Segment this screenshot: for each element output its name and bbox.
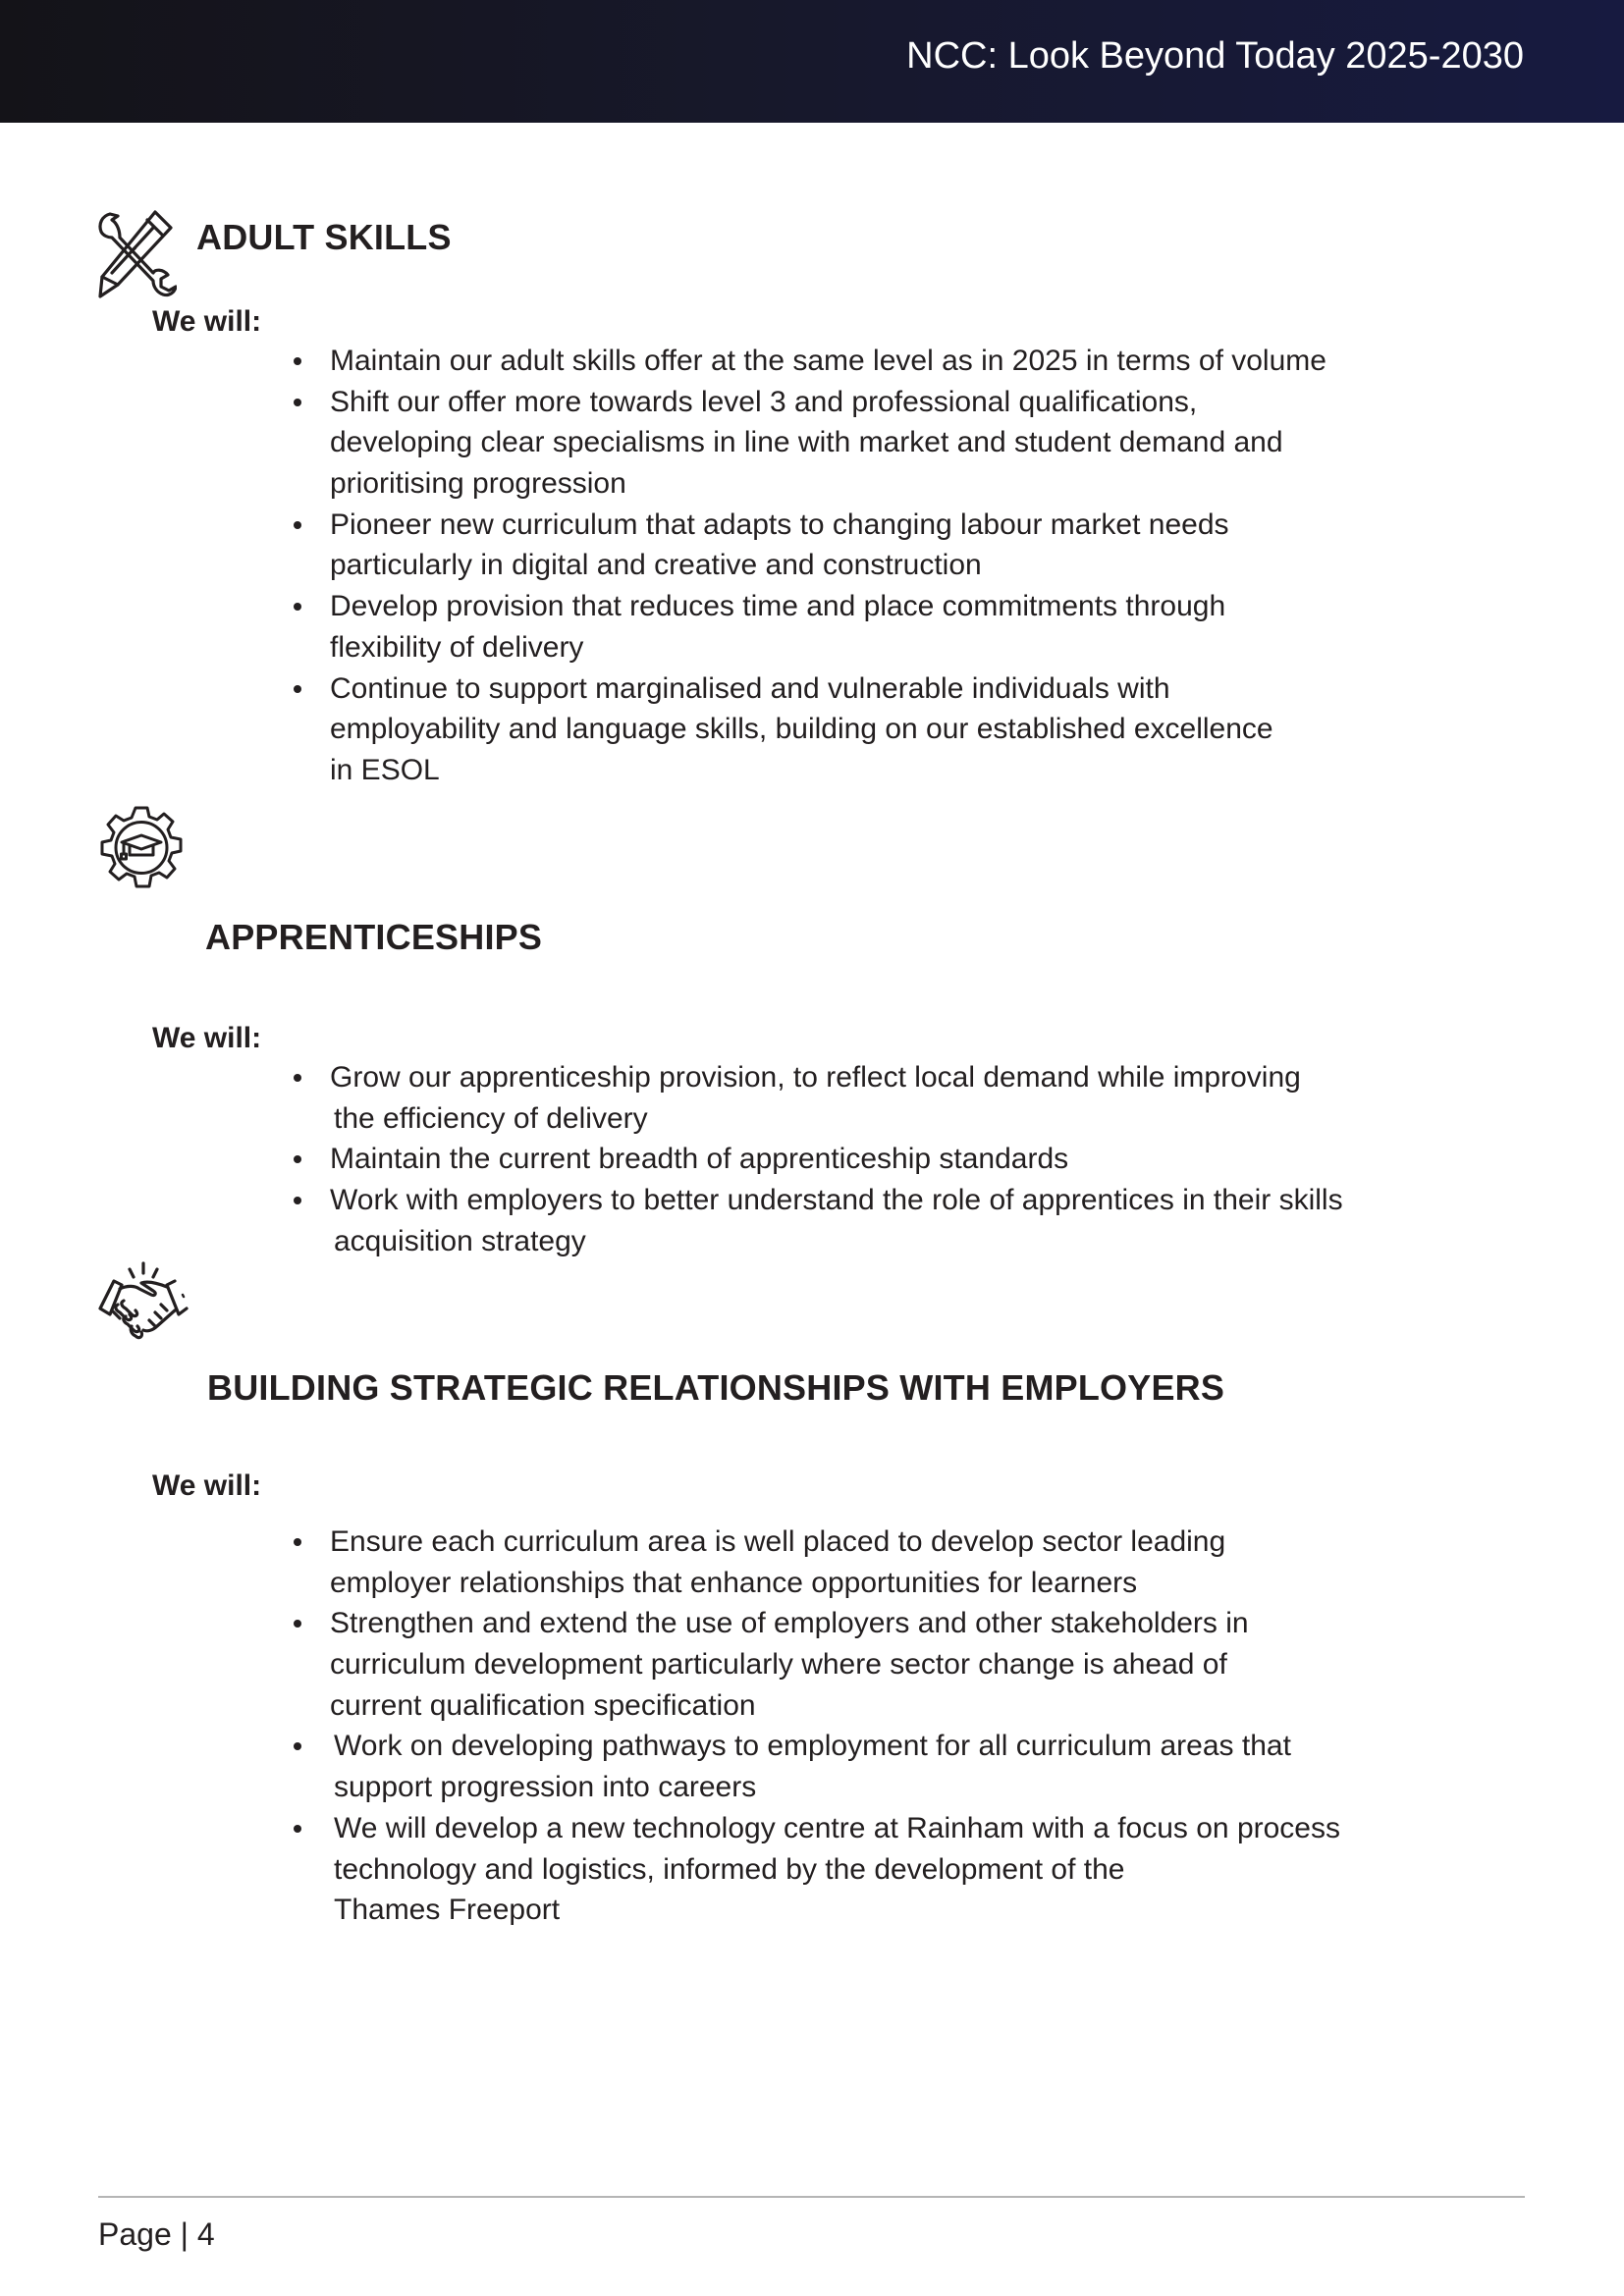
bullet-icon (294, 1620, 301, 1628)
list-item-text: prioritising progression (330, 467, 626, 501)
list-item (291, 1808, 1340, 1931)
section-heading-adult-skills: ADULT SKILLS (196, 217, 452, 257)
list-item (291, 1180, 1343, 1261)
list-item-text: Work on developing pathways to employment for all curriculum areas that (334, 1730, 1291, 1763)
section-intro: We will: (152, 1469, 262, 1502)
list-item-text: Develop provision that reduces time and place commitments through (330, 590, 1226, 623)
adult-skills-bullet-list (291, 341, 1326, 791)
pencil-wrench-icon (98, 208, 177, 298)
list-item-text: Thames Freeport (334, 1894, 561, 1927)
section-heading-apprenticeships: APPRENTICESHIPS (205, 917, 543, 957)
list-item-text: in ESOL (330, 753, 440, 786)
list-item-text: current qualification specification (330, 1688, 756, 1722)
bullet-icon (294, 1742, 301, 1750)
list-item-text: support progression into careers (334, 1771, 757, 1804)
section-intro: We will: (152, 1022, 262, 1054)
list-item (291, 1057, 1343, 1139)
list-item-text: employability and language skills, building on our established excellence (330, 713, 1273, 746)
list-item (291, 1139, 1343, 1180)
bullet-icon (294, 1538, 301, 1546)
list-item-text: Grow our apprenticeship provision, to reflect local demand while improving (330, 1061, 1301, 1094)
list-item-text: the efficiency of delivery (334, 1101, 648, 1135)
bullet-icon (294, 1197, 301, 1204)
document-header-bar (0, 0, 1624, 123)
bullet-icon (294, 521, 301, 529)
list-item-text: employer relationships that enhance opportunities for learners (330, 1566, 1138, 1599)
handshake-icon (98, 1261, 189, 1342)
list-item-text: technology and logistics, informed by the development of the (334, 1852, 1125, 1886)
list-item (291, 668, 1326, 791)
list-item (291, 1603, 1340, 1726)
list-item (291, 586, 1326, 667)
document-title: NCC: Look Beyond Today 2025-2030 (906, 35, 1524, 77)
list-item (291, 382, 1326, 505)
bullet-icon (294, 685, 301, 693)
list-item-text: Pioneer new curriculum that adapts to changing labour market needs (330, 507, 1229, 541)
list-item (291, 341, 1326, 382)
list-item-text: Continue to support marginalised and vulnerable individuals with (330, 671, 1170, 705)
list-item (291, 1726, 1340, 1807)
list-item-text: curriculum development particularly where sector change is ahead of (330, 1648, 1227, 1682)
list-item-text: Shift our offer more towards level 3 and professional qualifications, (330, 385, 1198, 418)
gear-graduation-cap-icon (98, 805, 185, 891)
list-item-text: Maintain our adult skills offer at the same level as in 2025 in terms of volume (330, 345, 1326, 377)
list-item (291, 505, 1326, 586)
list-item-text: Ensure each curriculum area is well placed to develop sector leading (330, 1525, 1226, 1558)
list-item-text: developing clear specialisms in line with market and student demand and (330, 426, 1283, 459)
bullet-icon (294, 357, 301, 365)
list-item-text: flexibility of delivery (330, 630, 584, 664)
section-heading-employer-relationships: BUILDING STRATEGIC RELATIONSHIPS WITH EMPLOYERS (207, 1367, 1225, 1408)
bullet-icon (294, 1155, 301, 1163)
bullet-icon (294, 1074, 301, 1082)
bullet-icon (294, 1825, 301, 1833)
list-item-text: Work with employers to better understand the role of apprentices in their skills (330, 1184, 1343, 1217)
footer-divider (98, 2196, 1525, 2198)
list-item (291, 1522, 1340, 1603)
list-item-text: particularly in digital and creative and construction (330, 549, 982, 582)
section-intro: We will: (152, 305, 262, 338)
employer-relationships-bullet-list (291, 1522, 1340, 1931)
bullet-icon (294, 399, 301, 406)
list-item-text: Maintain the current breadth of apprenticeship standards (330, 1143, 1069, 1176)
list-item-text: acquisition strategy (334, 1224, 586, 1257)
list-item-text: Strengthen and extend the use of employers and other stakeholders in (330, 1607, 1249, 1640)
bullet-icon (294, 603, 301, 611)
page-number: Page | 4 (98, 2216, 215, 2252)
apprenticeships-bullet-list (291, 1057, 1343, 1261)
list-item-text: We will develop a new technology centre at Rainham with a focus on process (334, 1811, 1340, 1844)
